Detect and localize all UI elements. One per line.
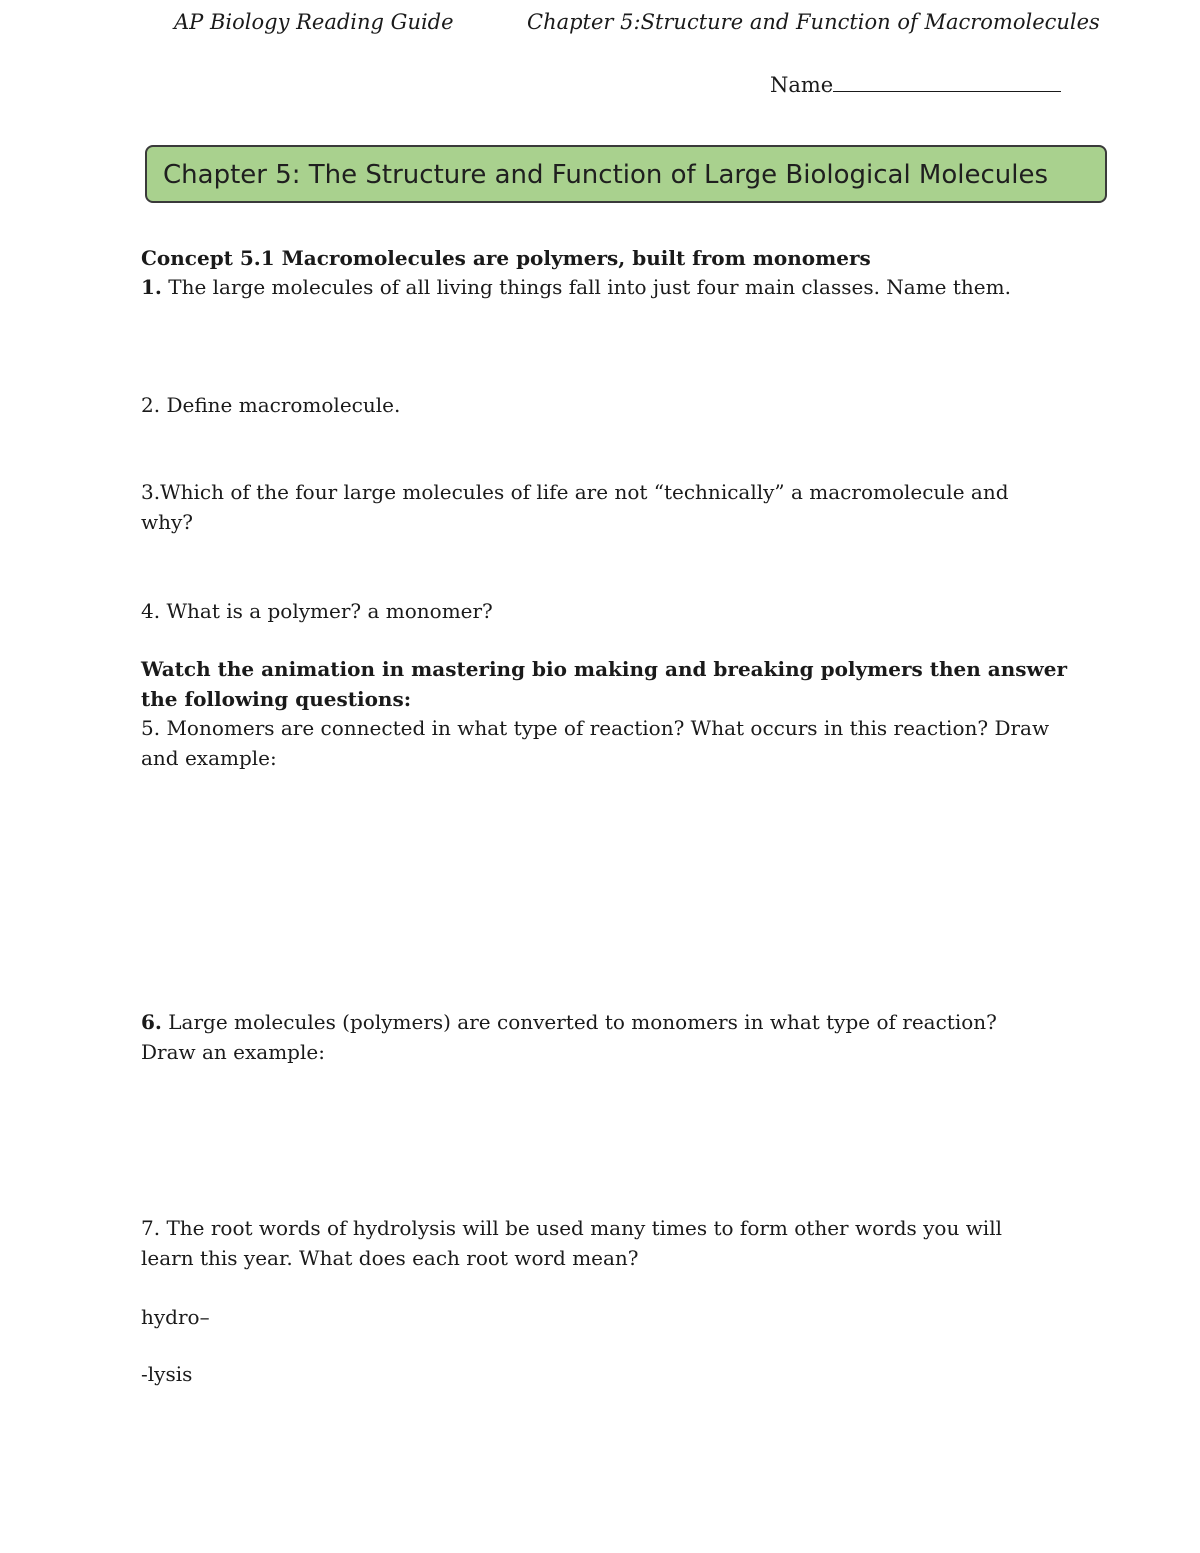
question-3 <box>141 477 1009 507</box>
question-6-continued: Draw an example: <box>141 1040 325 1064</box>
root-hydro: hydro– <box>141 1305 210 1329</box>
question-number: 3. <box>141 480 161 504</box>
question-number: 6. <box>141 1010 162 1034</box>
concept-heading: Concept 5.1 Macromolecules are polymers, built from monomers <box>141 246 871 270</box>
question-text: Define macromolecule. <box>160 393 401 417</box>
question-number: 7. <box>141 1216 161 1240</box>
question-number: 5. <box>141 716 161 740</box>
name-label: Name <box>770 73 834 97</box>
question-1 <box>141 272 1011 302</box>
header-course-title: AP Biology Reading Guide <box>174 10 454 34</box>
question-text: Large molecules (polymers) are converted to monomers in what type of reaction? <box>161 1010 997 1034</box>
question-number: 1. <box>141 275 162 299</box>
instruction-line-1: Watch the animation in mastering bio making and breaking polymers then answer <box>141 657 1068 681</box>
question-number: 2. <box>141 393 161 417</box>
question-2 <box>141 390 400 420</box>
question-text: Which of the four large molecules of life are not “technically” a macromolecule and <box>160 480 1009 504</box>
root-lysis: -lysis <box>141 1362 193 1386</box>
chapter-title-box <box>145 145 1107 203</box>
name-field[interactable] <box>770 71 1061 97</box>
question-7-continued: learn this year. What does each root word mean? <box>141 1246 639 1270</box>
name-blank-line[interactable] <box>833 71 1061 92</box>
question-text: Monomers are connected in what type of reaction? What occurs in this reaction? Draw <box>160 716 1050 740</box>
question-text: The root words of hydrolysis will be used many times to form other words you will <box>160 1216 1002 1240</box>
question-7 <box>141 1213 1002 1243</box>
question-6 <box>141 1007 997 1037</box>
question-text: What is a polymer? a monomer? <box>160 599 493 623</box>
question-5-continued: and example: <box>141 746 277 770</box>
question-5 <box>141 713 1049 743</box>
question-4 <box>141 596 493 626</box>
header-chapter-title: Chapter 5:Structure and Function of Macromolecules <box>527 10 1100 34</box>
instruction-line-2: the following questions: <box>141 687 412 711</box>
question-number: 4. <box>141 599 161 623</box>
question-3-continued: why? <box>141 510 194 534</box>
chapter-title: Chapter 5: The Structure and Function of Large Biological Molecules <box>163 160 1049 190</box>
question-text: The large molecules of all living things fall into just four main classes. Name them. <box>161 275 1011 299</box>
